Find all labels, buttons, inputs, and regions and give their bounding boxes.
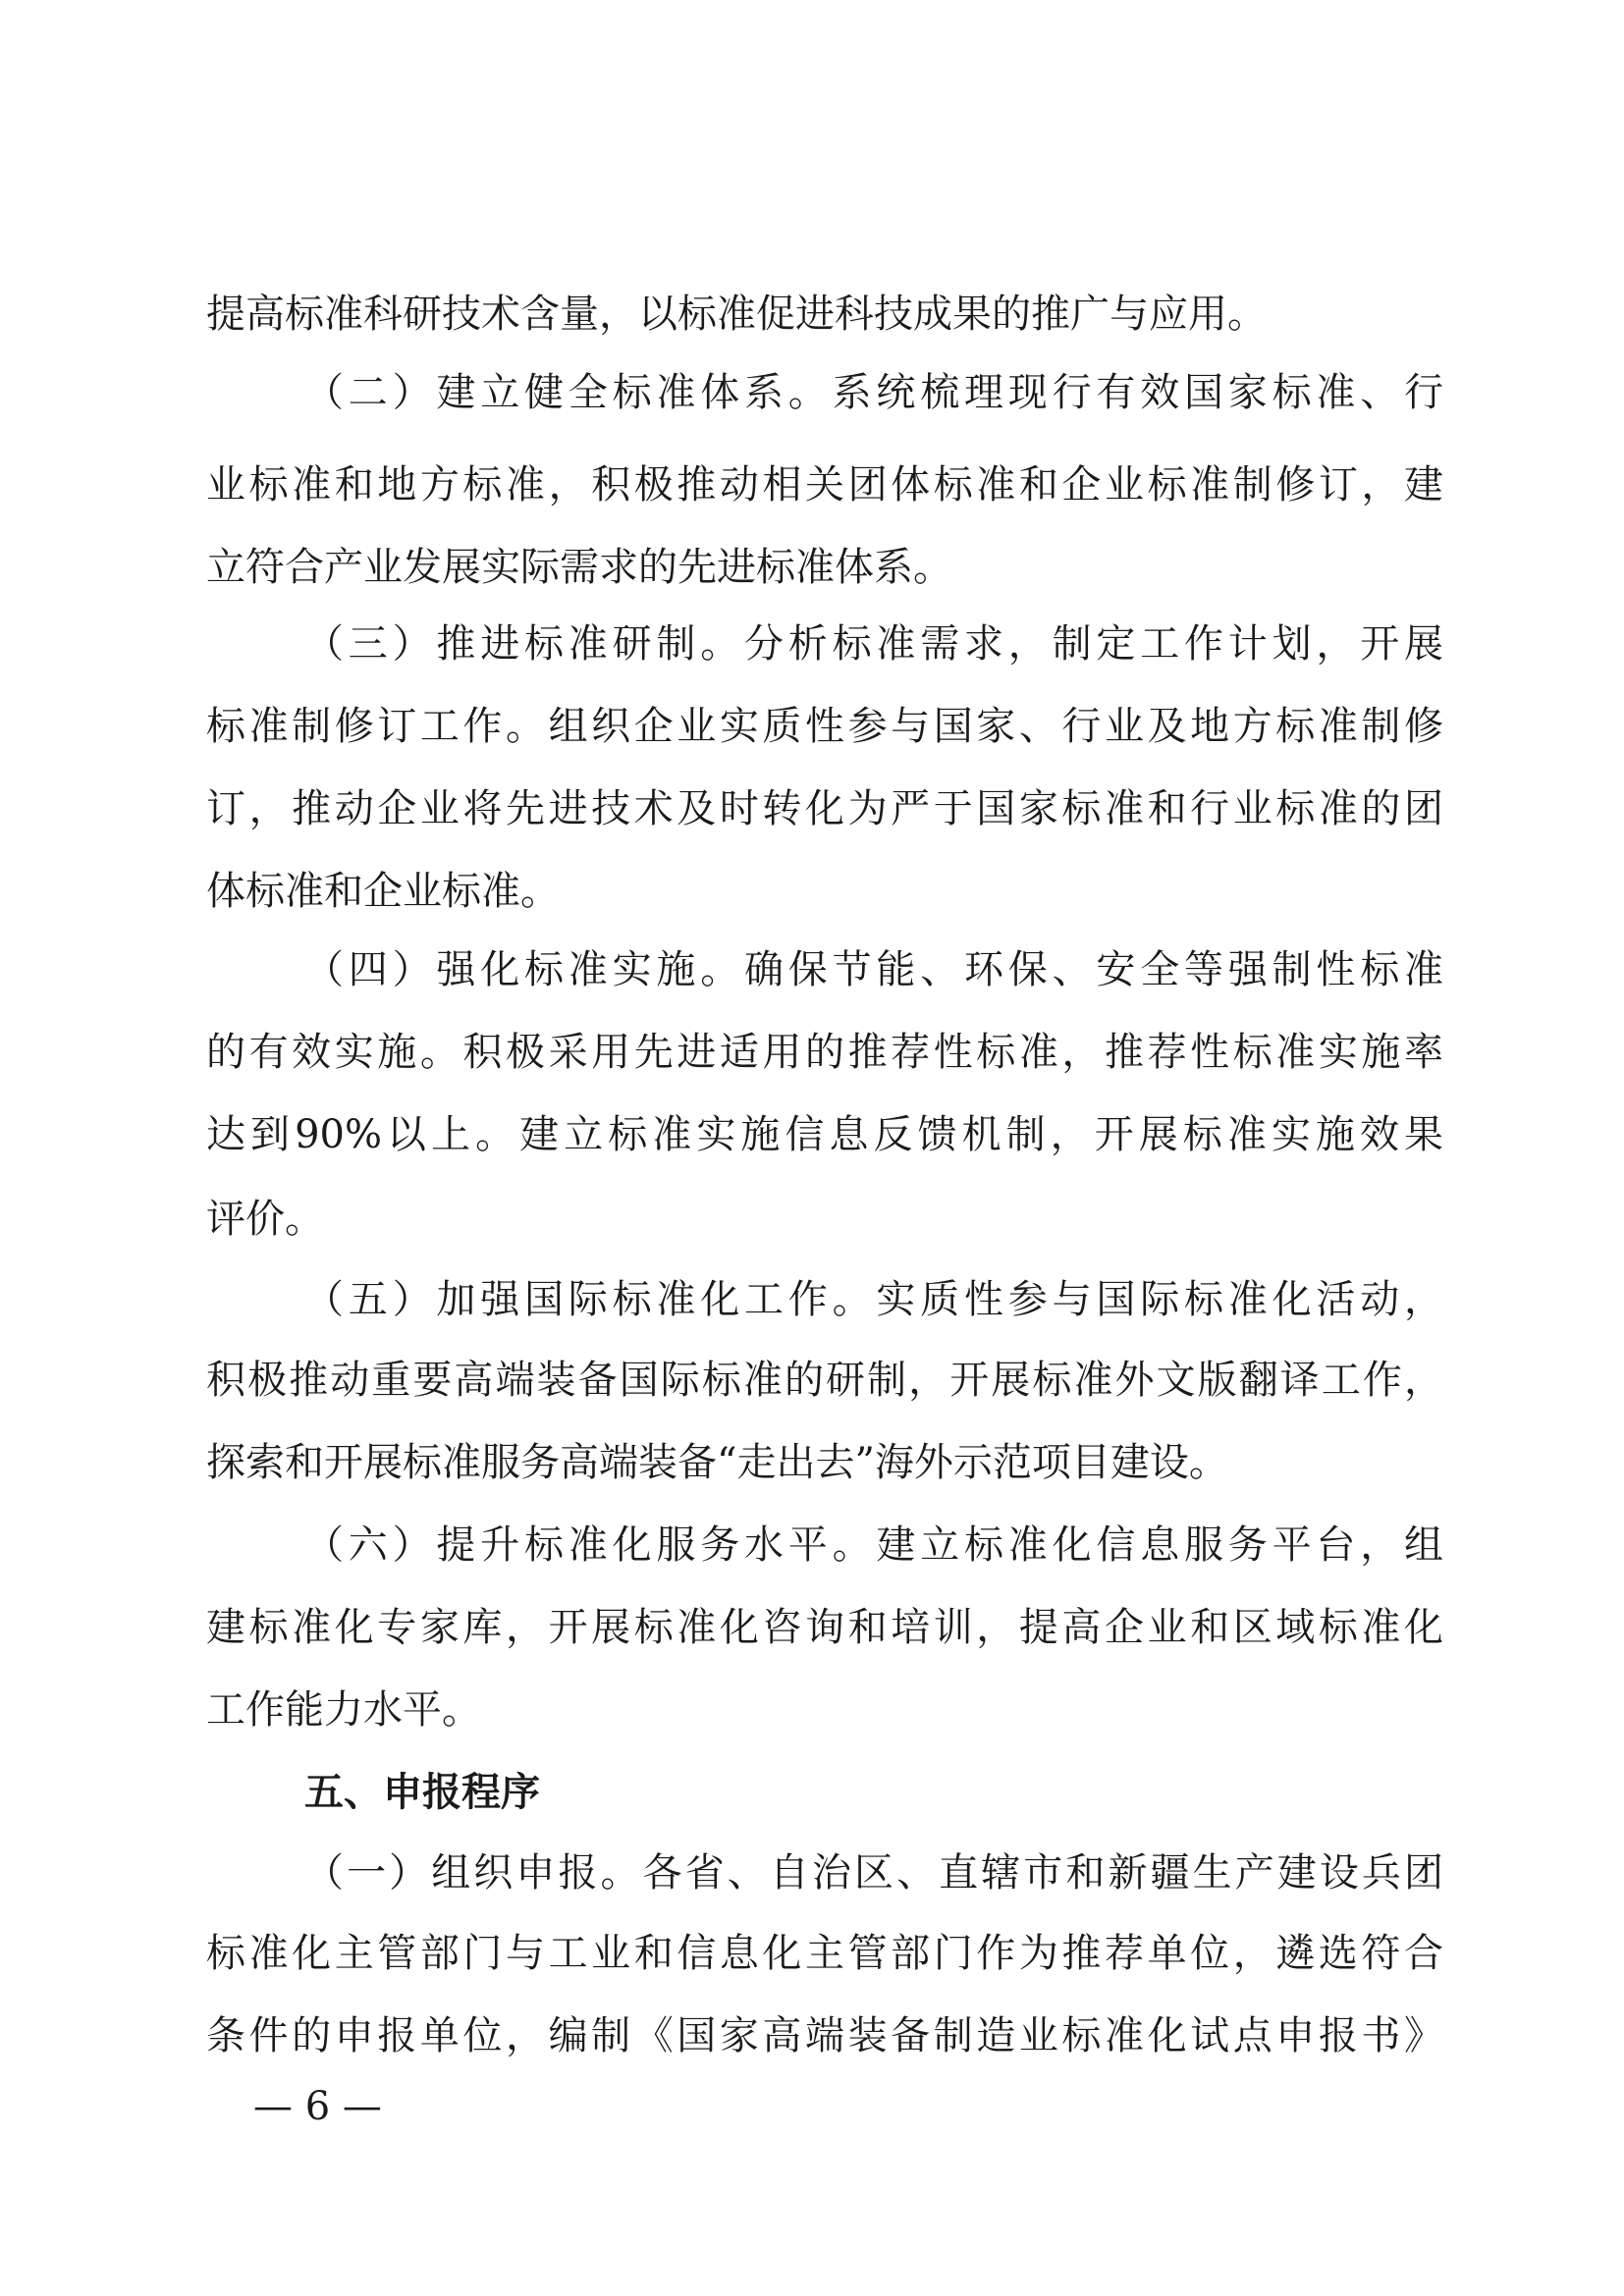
paragraph-line: 标准制修订工作。组织企业实质性参与国家、行业及地方标准制修: [206, 704, 1443, 749]
page-number: — 6 —: [253, 2084, 382, 2129]
paragraph-line: （一）组织申报。各省、自治区、直辖市和新疆生产建设兵团: [304, 1850, 1443, 1896]
paragraph-line: 标准化主管部门与工业和信息化主管部门作为推荐单位，遴选符合: [206, 1931, 1443, 1976]
paragraph-line: 积极推动重要高端装备国际标准的研制，开展标准外文版翻译工作，: [206, 1358, 1443, 1403]
paragraph-line: 提高标准科研技术含量，以标准促进科技成果的推广与应用。: [206, 292, 1267, 337]
paragraph-line: 探索和开展标准服务高端装备“走出去”海外示范项目建设。: [206, 1440, 1228, 1485]
paragraph-line: 建标准化专家库，开展标准化咨询和培训，提高企业和区域标准化: [206, 1605, 1443, 1650]
paragraph-line: 达到90%以上。建立标准实施信息反馈机制，开展标准实施效果: [206, 1112, 1443, 1157]
paragraph-line: 的有效实施。积极采用先进适用的推荐性标准，推荐性标准实施率: [206, 1030, 1443, 1075]
paragraph-line: 立符合产业发展实际需求的先进标准体系。: [206, 545, 952, 590]
paragraph-line: 工作能力水平。: [206, 1687, 481, 1733]
paragraph-line: （三）推进标准研制。分析标准需求，制定工作计划，开展: [304, 621, 1443, 667]
paragraph-line: 评价。: [206, 1197, 324, 1242]
paragraph-line: 体标准和企业标准。: [206, 869, 560, 914]
paragraph-line: （四）强化标准实施。确保节能、环保、安全等强制性标准: [304, 947, 1443, 992]
paragraph-line: 业标准和地方标准，积极推动相关团体标准和企业标准制修订，建: [206, 462, 1443, 507]
paragraph-line: （五）加强国际标准化工作。实质性参与国际标准化活动，: [304, 1277, 1443, 1322]
paragraph-line: 订，推动企业将先进技术及时转化为严于国家标准和行业标准的团: [206, 786, 1443, 831]
paragraph-line: （六）提升标准化服务水平。建立标准化信息服务平台，组: [304, 1522, 1443, 1568]
paragraph-line: 条件的申报单位，编制《国家高端装备制造业标准化试点申报书》: [206, 2013, 1443, 2058]
section-heading: 五、申报程序: [304, 1770, 540, 1815]
paragraph-line: （二）建立健全标准体系。系统梳理现行有效国家标准、行: [304, 370, 1443, 415]
